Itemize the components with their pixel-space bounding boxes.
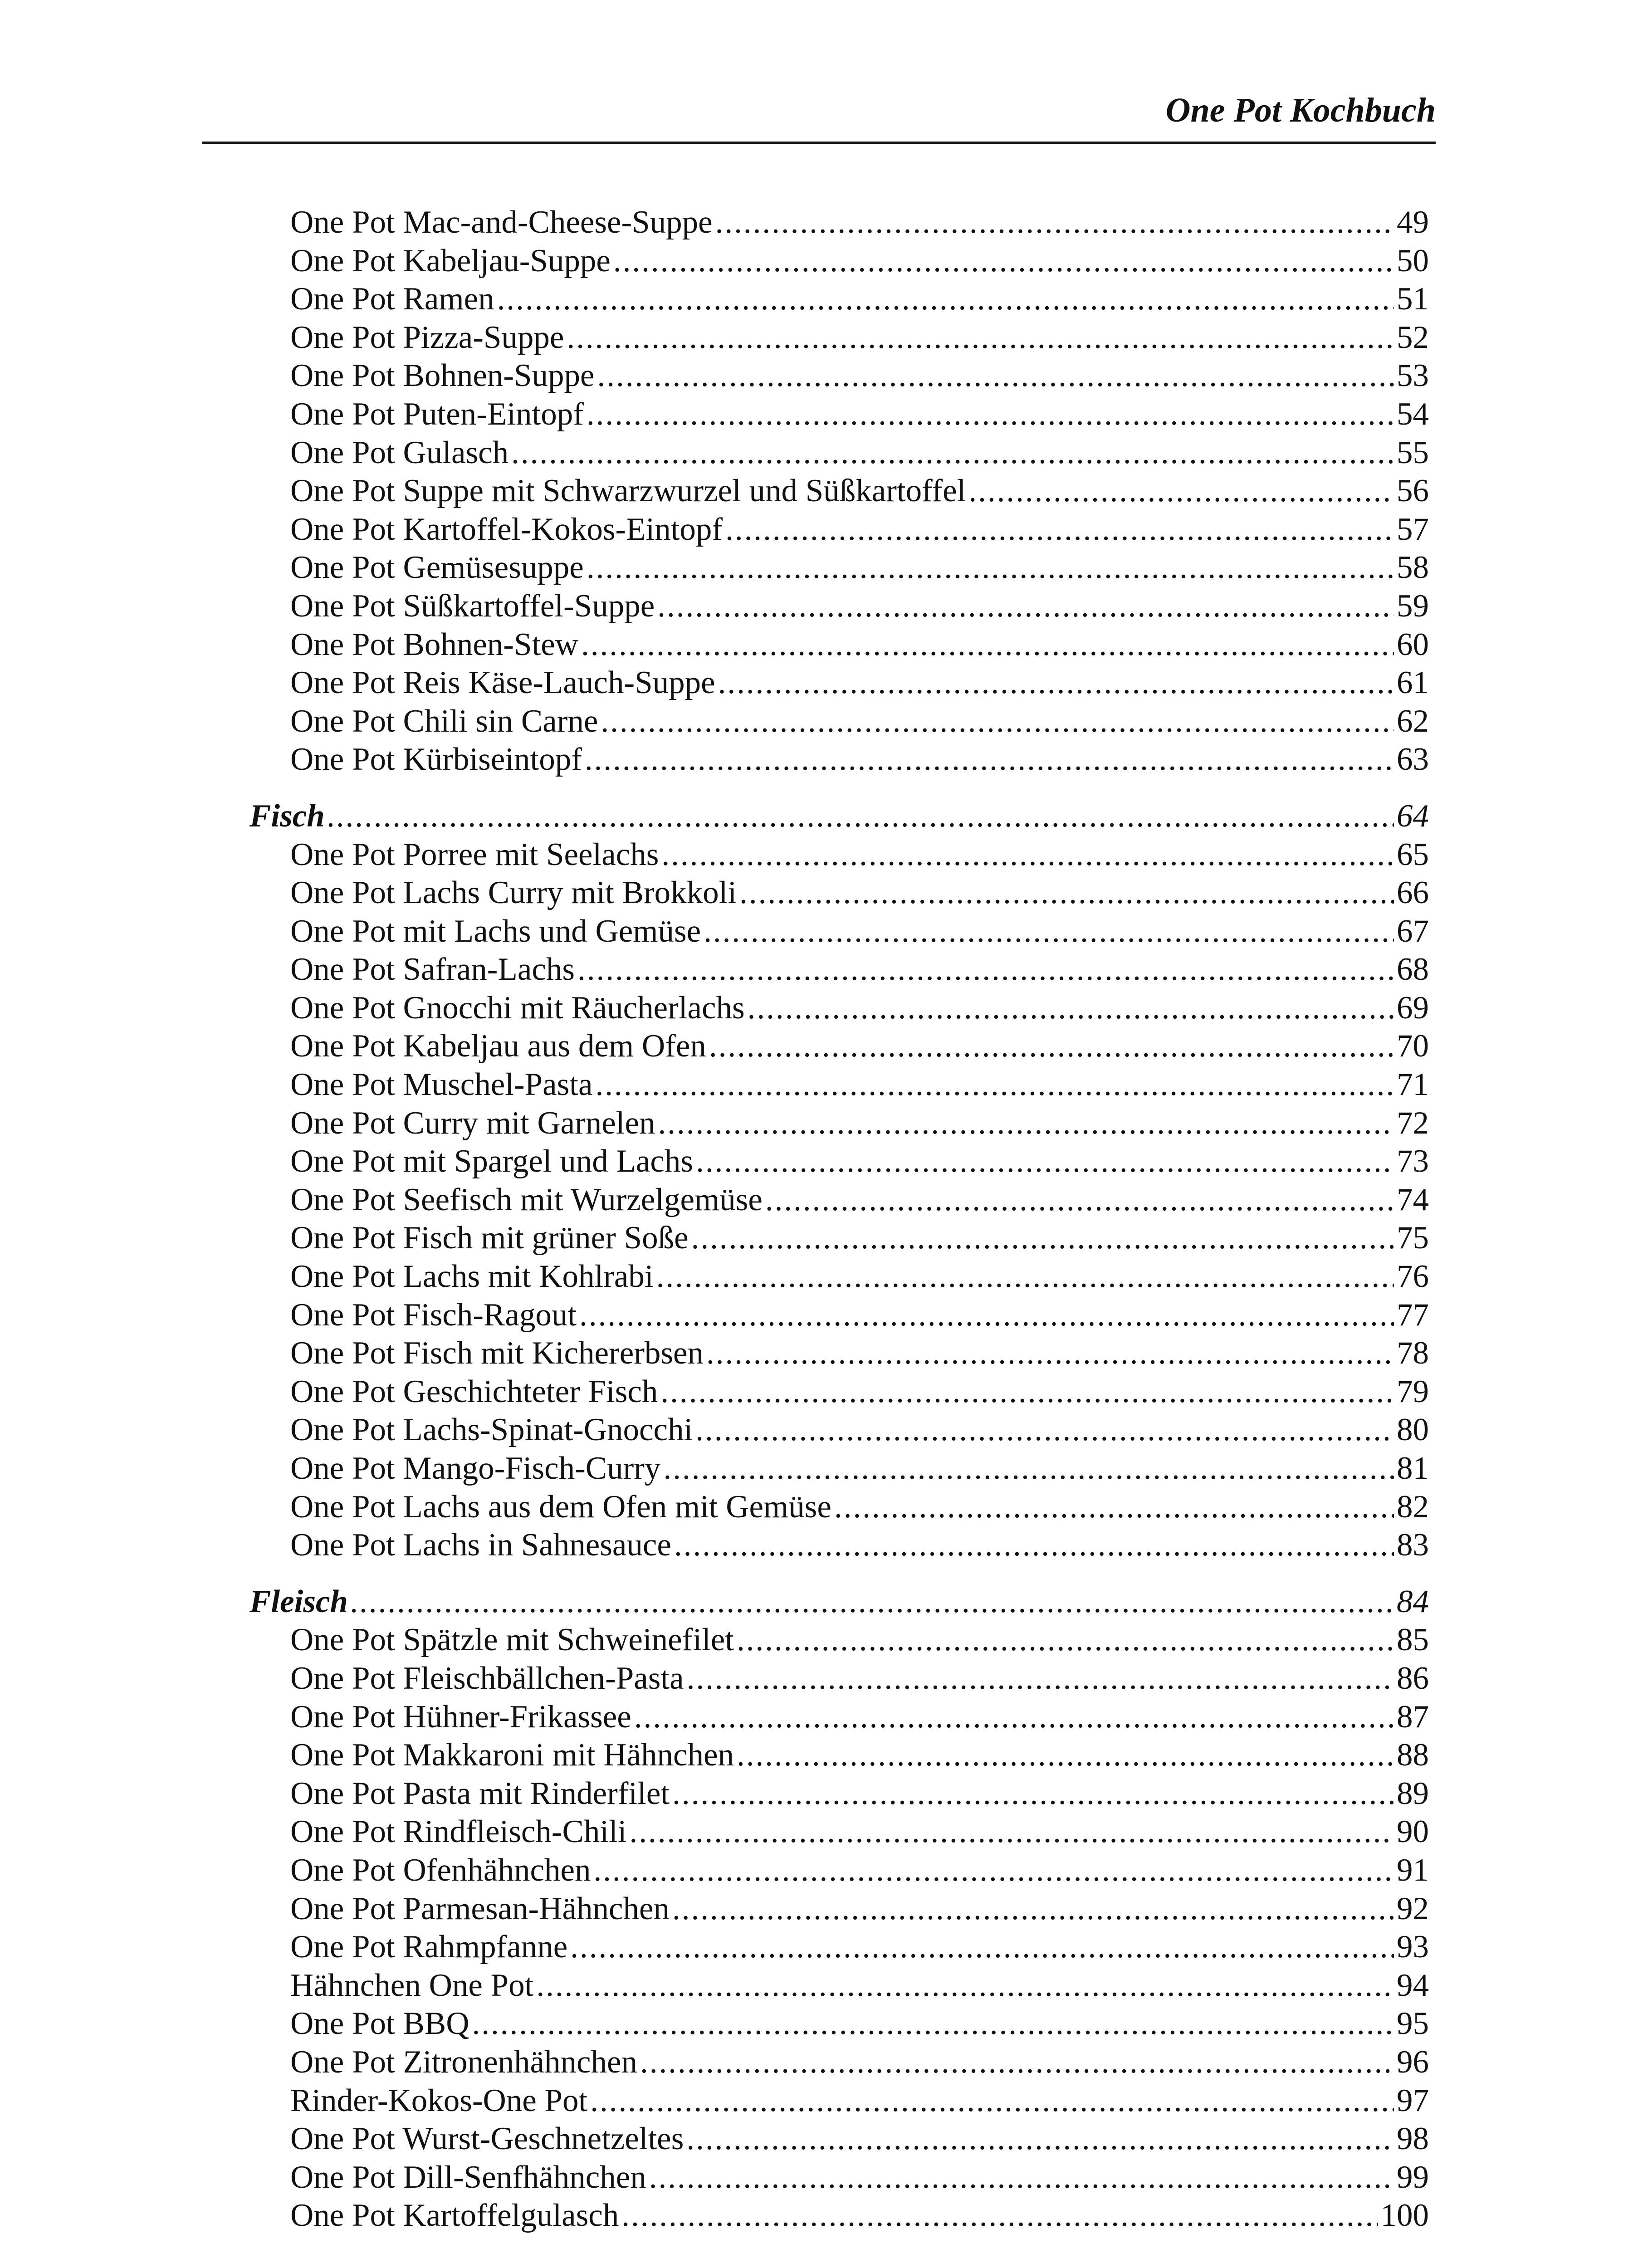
header-rule	[202, 142, 1436, 144]
toc-entry[interactable]	[290, 874, 1429, 912]
toc-entry[interactable]	[290, 1296, 1429, 1334]
toc-entry-title: One Pot Wurst-Geschnetzeltes	[290, 2121, 684, 2157]
toc-page-number: 89	[1397, 1775, 1429, 1811]
toc-entry[interactable]	[290, 912, 1429, 951]
toc-entry[interactable]	[290, 950, 1429, 989]
toc-dot-leader	[581, 626, 1394, 664]
toc-dot-leader	[748, 989, 1394, 1027]
toc-entry-title: One Pot Lachs-Spinat-Gnocchi	[290, 1412, 693, 1448]
toc-dot-leader	[328, 797, 1394, 836]
toc-entry[interactable]	[290, 1774, 1429, 1813]
running-header: One Pot Kochbuch	[1165, 91, 1436, 129]
toc-entry-title: One Pot Fisch mit grüner Soße	[290, 1220, 689, 1256]
toc-entry-title: One Pot Gemüsesuppe	[290, 550, 584, 586]
toc-dot-leader	[472, 2004, 1394, 2043]
toc-entry-title: One Pot Kartoffelgulasch	[290, 2198, 619, 2234]
toc-dot-leader	[661, 836, 1394, 874]
toc-entry-title: One Pot Gulasch	[290, 435, 509, 470]
toc-page-number: 54	[1397, 396, 1429, 432]
toc-entry-title: One Pot Fisch-Ragout	[290, 1297, 577, 1333]
toc-page-number: 87	[1397, 1699, 1429, 1735]
toc-entry[interactable]	[290, 203, 1429, 242]
toc-entry-title: One Pot Bohnen-Stew	[290, 626, 579, 662]
toc-page-number: 57	[1397, 511, 1429, 547]
toc-entry[interactable]	[290, 1181, 1429, 1219]
toc-page-number: 92	[1397, 1891, 1429, 1926]
table-of-contents	[0, 203, 1633, 2235]
toc-dot-leader	[660, 1373, 1394, 1411]
toc-entry[interactable]	[290, 587, 1429, 626]
toc-entry-title: One Pot Suppe mit Schwarzwurzel und Süßkartoffel	[290, 473, 966, 509]
toc-dot-leader	[663, 1449, 1394, 1488]
toc-entry[interactable]	[290, 1334, 1429, 1373]
toc-entry-title: One Pot Chili sin Carne	[290, 703, 598, 739]
toc-section	[0, 797, 1633, 1564]
toc-entry-title: One Pot Parmesan-Hähnchen	[290, 1891, 670, 1926]
toc-entry[interactable]	[290, 510, 1429, 549]
toc-entry-title: One Pot Kürbiseintopf	[290, 742, 582, 777]
toc-page-number: 67	[1397, 913, 1429, 949]
toc-entry[interactable]	[290, 1966, 1429, 2005]
toc-entry[interactable]	[290, 1066, 1429, 1104]
toc-page-number: 55	[1397, 435, 1429, 470]
toc-page-number: 63	[1397, 742, 1429, 777]
toc-entry[interactable]	[290, 395, 1429, 434]
toc-dot-leader	[577, 950, 1394, 989]
toc-entry-title: One Pot Lachs Curry mit Brokkoli	[290, 875, 737, 911]
toc-page-number: 56	[1397, 473, 1429, 509]
toc-entry[interactable]	[290, 664, 1429, 702]
toc-entry[interactable]	[290, 1621, 1429, 1659]
toc-page-number: 79	[1397, 1374, 1429, 1409]
toc-page-number: 85	[1397, 1622, 1429, 1658]
toc-entry[interactable]	[290, 472, 1429, 510]
toc-entry-title: Hähnchen One Pot	[290, 1967, 534, 2003]
toc-entry[interactable]	[290, 318, 1429, 357]
section-spacer	[0, 1564, 1633, 1583]
toc-dot-leader	[687, 1659, 1394, 1698]
toc-heading-title: Fleisch	[249, 1584, 348, 1619]
toc-dot-leader	[696, 1142, 1394, 1181]
toc-dot-leader	[691, 1219, 1394, 1257]
toc-entry[interactable]	[290, 2158, 1429, 2197]
toc-entry[interactable]	[290, 242, 1429, 280]
toc-entry[interactable]	[290, 357, 1429, 395]
toc-entry-title: One Pot Safran-Lachs	[290, 952, 575, 987]
toc-entry-title: One Pot mit Spargel und Lachs	[290, 1144, 694, 1179]
toc-entry-title: One Pot Ofenhähnchen	[290, 1852, 591, 1888]
toc-entry-title: One Pot Pizza-Suppe	[290, 319, 564, 355]
toc-entry-title: One Pot Muschel-Pasta	[290, 1067, 593, 1103]
toc-page-number: 69	[1397, 990, 1429, 1026]
toc-page-number: 80	[1397, 1412, 1429, 1448]
toc-entry-title: One Pot Spätzle mit Schweinefilet	[290, 1622, 734, 1658]
toc-entry-title: One Pot Fleischbällchen-Pasta	[290, 1660, 684, 1696]
toc-entry[interactable]	[290, 1928, 1429, 1966]
toc-page-number: 75	[1397, 1220, 1429, 1256]
toc-page-number: 95	[1397, 2006, 1429, 2042]
toc-dot-leader	[834, 1488, 1394, 1526]
toc-page-number: 59	[1397, 588, 1429, 624]
toc-page-number: 77	[1397, 1297, 1429, 1333]
toc-page-number: 52	[1397, 319, 1429, 355]
toc-entry[interactable]	[290, 1219, 1429, 1257]
toc-entry[interactable]	[290, 989, 1429, 1027]
toc-dot-leader	[596, 1066, 1394, 1104]
toc-page-number: 74	[1397, 1182, 1429, 1217]
toc-entry[interactable]	[290, 280, 1429, 318]
toc-entry-title: One Pot Kartoffel-Kokos-Eintopf	[290, 511, 723, 547]
toc-dot-leader	[656, 1257, 1394, 1296]
toc-dot-leader	[621, 2196, 1378, 2235]
toc-dot-leader	[567, 318, 1394, 357]
toc-entry-title: One Pot Dill-Senfhähnchen	[290, 2159, 646, 2195]
toc-entry[interactable]	[290, 1411, 1429, 1449]
toc-dot-leader	[630, 1813, 1394, 1851]
toc-page-number: 76	[1397, 1259, 1429, 1295]
toc-entry[interactable]	[290, 1104, 1429, 1143]
toc-dot-leader	[672, 1774, 1394, 1813]
toc-dot-leader	[657, 587, 1394, 626]
toc-entry-title: One Pot Puten-Eintopf	[290, 396, 584, 432]
toc-dot-leader	[634, 1698, 1394, 1736]
toc-dot-leader	[649, 2158, 1394, 2197]
toc-entry-title: One Pot Porree mit Seelachs	[290, 836, 659, 872]
toc-entry[interactable]	[290, 1257, 1429, 1296]
toc-entry-title: Rinder-Kokos-One Pot	[290, 2082, 588, 2118]
toc-entry[interactable]	[290, 2120, 1429, 2158]
toc-dot-leader	[511, 434, 1394, 472]
toc-dot-leader	[587, 395, 1394, 434]
toc-dot-leader	[570, 1928, 1394, 1966]
toc-entry[interactable]	[290, 740, 1429, 779]
toc-entry[interactable]	[290, 1526, 1429, 1564]
toc-entry-title: One Pot Bohnen-Suppe	[290, 358, 595, 394]
toc-section-heading[interactable]	[249, 1583, 1429, 1621]
toc-entry[interactable]	[290, 1659, 1429, 1698]
toc-page-number: 53	[1397, 358, 1429, 394]
toc-dot-leader	[597, 357, 1394, 395]
toc-entry[interactable]	[290, 1890, 1429, 1928]
toc-entry[interactable]	[290, 1488, 1429, 1526]
toc-entry[interactable]	[290, 626, 1429, 664]
toc-dot-leader	[715, 203, 1394, 242]
toc-page-number: 50	[1397, 243, 1429, 279]
toc-dot-leader	[658, 1104, 1394, 1143]
toc-page-number: 70	[1397, 1028, 1429, 1064]
toc-page-number: 58	[1397, 550, 1429, 586]
toc-dot-leader	[613, 242, 1394, 280]
toc-page-number: 98	[1397, 2121, 1429, 2157]
toc-entry[interactable]	[290, 1698, 1429, 1736]
toc-entry[interactable]	[290, 1813, 1429, 1851]
toc-dot-leader	[765, 1181, 1394, 1219]
toc-page-number: 88	[1397, 1737, 1429, 1773]
toc-page-number: 81	[1397, 1451, 1429, 1486]
toc-page-number: 66	[1397, 875, 1429, 911]
toc-page-number: 90	[1397, 1814, 1429, 1850]
toc-dot-leader	[737, 1736, 1394, 1774]
toc-dot-leader	[704, 912, 1394, 951]
toc-page-number: 96	[1397, 2044, 1429, 2080]
toc-entry-title: One Pot Gnocchi mit Räucherlachs	[290, 990, 745, 1026]
toc-entry[interactable]	[290, 2082, 1429, 2120]
toc-dot-leader	[587, 548, 1394, 587]
toc-entry-title: One Pot Rindfleisch-Chili	[290, 1814, 627, 1850]
toc-page-number: 78	[1397, 1335, 1429, 1371]
toc-dot-leader	[718, 664, 1394, 702]
toc-page-number: 62	[1397, 703, 1429, 739]
toc-page-number: 84	[1397, 1584, 1429, 1619]
toc-page-number: 100	[1380, 2198, 1429, 2234]
toc-entry-title: One Pot Mac-and-Cheese-Suppe	[290, 205, 713, 240]
toc-page-number: 72	[1397, 1105, 1429, 1141]
toc-dot-leader	[351, 1583, 1394, 1621]
toc-entry[interactable]	[290, 1851, 1429, 1890]
toc-entry[interactable]	[290, 702, 1429, 741]
toc-dot-leader	[536, 1966, 1394, 2005]
toc-page-number: 86	[1397, 1660, 1429, 1696]
toc-dot-leader	[739, 874, 1394, 912]
toc-entry-title: One Pot mit Lachs und Gemüse	[290, 913, 701, 949]
toc-entry[interactable]	[290, 1449, 1429, 1488]
toc-dot-leader	[706, 1334, 1394, 1373]
toc-entry-title: One Pot Reis Käse-Lauch-Suppe	[290, 665, 715, 701]
toc-dot-leader	[695, 1411, 1394, 1449]
toc-dot-leader	[593, 1851, 1394, 1890]
toc-dot-leader	[497, 280, 1394, 318]
toc-dot-leader	[590, 2082, 1394, 2120]
toc-entry[interactable]	[290, 548, 1429, 587]
toc-page-number: 93	[1397, 1929, 1429, 1965]
toc-page-number: 83	[1397, 1527, 1429, 1563]
toc-page-number: 64	[1397, 798, 1429, 834]
toc-entry-title: One Pot Fisch mit Kichererbsen	[290, 1335, 704, 1371]
toc-entry-title: One Pot Makkaroni mit Hähnchen	[290, 1737, 734, 1773]
toc-entry[interactable]	[290, 1373, 1429, 1411]
toc-section-heading[interactable]	[249, 797, 1429, 836]
toc-page-number: 65	[1397, 836, 1429, 872]
toc-dot-leader	[725, 510, 1394, 549]
toc-entry-title: One Pot Mango-Fisch-Curry	[290, 1451, 661, 1486]
toc-heading-title: Fisch	[249, 798, 325, 834]
toc-dot-leader	[686, 2120, 1394, 2158]
toc-entry[interactable]	[290, 1142, 1429, 1181]
toc-section-soups	[0, 203, 1633, 779]
toc-entry[interactable]	[290, 2004, 1429, 2043]
toc-entry[interactable]	[290, 2043, 1429, 2082]
toc-dot-leader	[579, 1296, 1394, 1334]
toc-entry-title: One Pot Süßkartoffel-Suppe	[290, 588, 655, 624]
toc-entry-title: One Pot BBQ	[290, 2006, 469, 2042]
toc-page-number: 68	[1397, 952, 1429, 987]
toc-page-number: 49	[1397, 205, 1429, 240]
toc-dot-leader	[672, 1890, 1394, 1928]
toc-dot-leader	[601, 702, 1394, 741]
toc-entry-title: One Pot Hühner-Frikassee	[290, 1699, 631, 1735]
toc-page-number: 94	[1397, 1967, 1429, 2003]
toc-page-number: 71	[1397, 1067, 1429, 1103]
toc-entry-title: One Pot Zitronenhähnchen	[290, 2044, 638, 2080]
toc-dot-leader	[585, 740, 1394, 779]
toc-entry[interactable]	[290, 434, 1429, 472]
toc-entry[interactable]	[290, 836, 1429, 874]
toc-page-number: 82	[1397, 1489, 1429, 1525]
toc-page-number: 99	[1397, 2159, 1429, 2195]
toc-page-number: 61	[1397, 665, 1429, 701]
toc-page-number: 91	[1397, 1852, 1429, 1888]
toc-entry-title: One Pot Ramen	[290, 281, 494, 317]
toc-dot-leader	[640, 2043, 1394, 2082]
toc-page-number: 51	[1397, 281, 1429, 317]
toc-entry-title: One Pot Seefisch mit Wurzelgemüse	[290, 1182, 763, 1217]
toc-entry-title: One Pot Kabeljau aus dem Ofen	[290, 1028, 706, 1064]
toc-entry-title: One Pot Lachs mit Kohlrabi	[290, 1259, 654, 1295]
toc-dot-leader	[709, 1027, 1394, 1066]
toc-entry[interactable]	[290, 2196, 1429, 2235]
toc-entry[interactable]	[290, 1027, 1429, 1066]
toc-entry-title: One Pot Geschichteter Fisch	[290, 1374, 658, 1409]
toc-entry-title: One Pot Lachs aus dem Ofen mit Gemüse	[290, 1489, 831, 1525]
toc-entry-title: One Pot Rahmpfanne	[290, 1929, 568, 1965]
toc-entry-title: One Pot Pasta mit Rinderfilet	[290, 1775, 670, 1811]
toc-section	[0, 1583, 1633, 2235]
toc-page-number: 73	[1397, 1144, 1429, 1179]
toc-entry-title: One Pot Kabeljau-Suppe	[290, 243, 611, 279]
toc-dot-leader	[674, 1526, 1394, 1564]
toc-entry-title: One Pot Curry mit Garnelen	[290, 1105, 655, 1141]
toc-dot-leader	[737, 1621, 1394, 1659]
toc-entry-title: One Pot Lachs in Sahnesauce	[290, 1527, 671, 1563]
toc-page-number: 97	[1397, 2082, 1429, 2118]
toc-page-number: 60	[1397, 626, 1429, 662]
toc-dot-leader	[968, 472, 1394, 510]
toc-entry[interactable]	[290, 1736, 1429, 1774]
toc-sections	[0, 779, 1633, 2235]
section-spacer	[0, 779, 1633, 797]
